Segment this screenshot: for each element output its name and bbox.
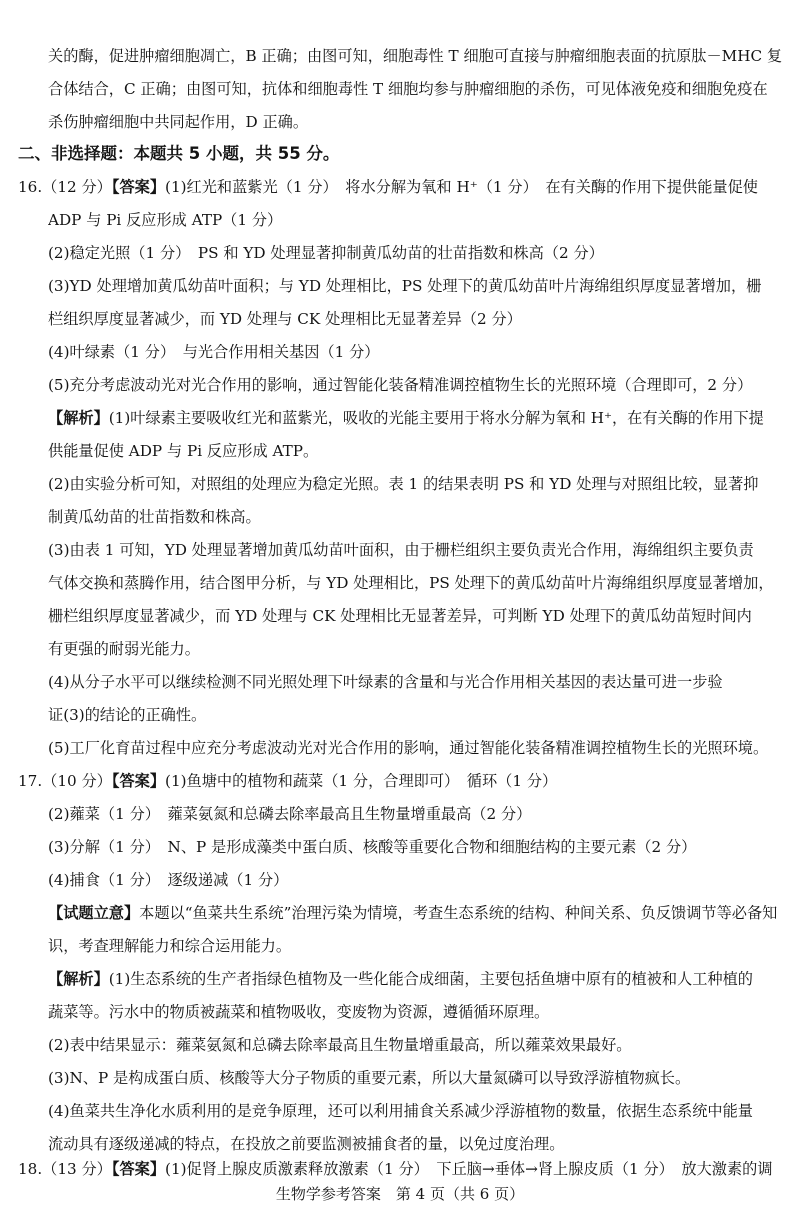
text-line: (4)从分子水平可以继续检测不同光照处理下叶绿素的含量和与光合作用相关基因的表达量可进一步验 [48, 673, 723, 691]
intent-line: 【试题立意】本题以“鱼菜共生系统”治理污染为情境，考查生态系统的结构、种间关系、负反馈调节等必备知 [48, 904, 778, 922]
text-line: 蔬菜等。污水中的物质被蔬菜和植物吸收，变废物为资源，遵循循环原理。 [48, 1003, 550, 1021]
text-line: 识，考查理解能力和综合运用能力。 [48, 937, 291, 955]
text-line: (4)捕食（1 分） 逐级递减（1 分） [48, 871, 289, 889]
text-line: (2)表中结果显示：蕹菜氨氮和总磷去除率最高且生物量增重最高，所以蕹菜效果最好。 [48, 1036, 632, 1054]
question-16-answer: 16.（12 分）【答案】(1)红光和蓝紫光（1 分） 将水分解为氧和 H⁺（1 分） 在有关酶的作用下提供能量促使 [18, 178, 758, 196]
text-line: 合体结合，C 正确；由图可知，抗体和细胞毒性 T 细胞均参与肿瘤细胞的杀伤，可见体液免疫和细胞免疫在 [48, 80, 768, 98]
text-line: (4)叶绿素（1 分） 与光合作用相关基因（1 分） [48, 343, 380, 361]
question-17-answer: 17.（10 分）【答案】(1)鱼塘中的植物和蔬菜（1 分，合理即可） 循环（1 分） [18, 772, 558, 790]
text-line: (3)由表 1 可知，YD 处理显著增加黄瓜幼苗叶面积，由于栅栏组织主要负责光合作用，海绵组织主要负责 [48, 541, 754, 559]
text-line: 有更强的耐弱光能力。 [48, 640, 200, 658]
text-line: 栅栏组织厚度显著减少，而 YD 处理与 CK 处理相比无显著差异，可判断 YD 处理下的黄瓜幼苗短时间内 [48, 607, 752, 625]
question-18-answer: 18.（13 分）【答案】(1)促肾上腺皮质激素释放激素（1 分） 下丘脑→垂体→肾上腺皮质（1 分） 放大激素的调 [18, 1160, 773, 1178]
text-line: (2)蕹菜（1 分） 蕹菜氨氮和总磷去除率最高且生物量增重最高（2 分） [48, 805, 532, 823]
text-line: (5)充分考虑波动光对光合作用的影响，通过智能化装备精准调控植物生长的光照环境（合理即可，2 分） [48, 376, 753, 394]
text-line: (2)由实验分析可知，对照组的处理应为稳定光照。表 1 的结果表明 PS 和 YD 处理与对照组比较，显著抑 [48, 475, 759, 493]
text-line: (3)YD 处理增加黄瓜幼苗叶面积；与 YD 处理相比，PS 处理下的黄瓜幼苗叶片海绵组织厚度显著增加，栅 [48, 277, 762, 295]
text-line: 气体交换和蒸腾作用，结合图甲分析，与 YD 处理相比，PS 处理下的黄瓜幼苗叶片海绵组织厚度显著增加， [48, 574, 774, 592]
analysis-line: 【解析】(1)叶绿素主要吸收红光和蓝紫光，吸收的光能主要用于将水分解为氧和 H⁺，在有关酶的作用下提 [48, 409, 764, 427]
text-line: ADP 与 Pi 反应形成 ATP（1 分） [48, 211, 283, 229]
text-line: 供能量促使 ADP 与 Pi 反应形成 ATP。 [48, 442, 319, 460]
section-heading: 二、非选择题：本题共 5 小题，共 55 分。 [18, 144, 340, 163]
text-line: (5)工厂化育苗过程中应充分考虑波动光对光合作用的影响，通过智能化装备精准调控植物生长的光照环境。 [48, 739, 769, 757]
analysis-line: 【解析】(1)生态系统的生产者指绿色植物及一些化能合成细菌，主要包括鱼塘中原有的植被和人工种植的 [48, 970, 753, 988]
text-line: 杀伤肿瘤细胞中共同起作用，D 正确。 [48, 113, 309, 131]
text-line: (4)鱼菜共生净化水质利用的是竞争原理，还可以利用捕食关系减少浮游植物的数量，依据生态系统中能量 [48, 1102, 753, 1120]
text-line: 栏组织厚度显著减少，而 YD 处理与 CK 处理相比无显著差异（2 分） [48, 310, 522, 328]
text-line: 关的酶，促进肿瘤细胞凋亡，B 正确；由图可知，细胞毒性 T 细胞可直接与肿瘤细胞表面的抗原肽－MHC 复 [48, 47, 783, 65]
text-line: 制黄瓜幼苗的壮苗指数和株高。 [48, 508, 261, 526]
text-line: 证(3)的结论的正确性。 [48, 706, 207, 724]
text-line: (3)N、P 是构成蛋白质、核酸等大分子物质的重要元素，所以大量氮磷可以导致浮游植物疯长。 [48, 1069, 691, 1087]
text-line: (3)分解（1 分） N、P 是形成藻类中蛋白质、核酸等重要化合物和细胞结构的主要元素（2 分） [48, 838, 697, 856]
text-line: 流动具有逐级递减的特点，在投放之前要监测被捕食者的量，以免过度治理。 [48, 1135, 565, 1153]
text-line: (2)稳定光照（1 分） PS 和 YD 处理显著抑制黄瓜幼苗的壮苗指数和株高（2 分） [48, 244, 604, 262]
page-footer: 生物学参考答案 第 4 页（共 6 页） [275, 1185, 525, 1203]
